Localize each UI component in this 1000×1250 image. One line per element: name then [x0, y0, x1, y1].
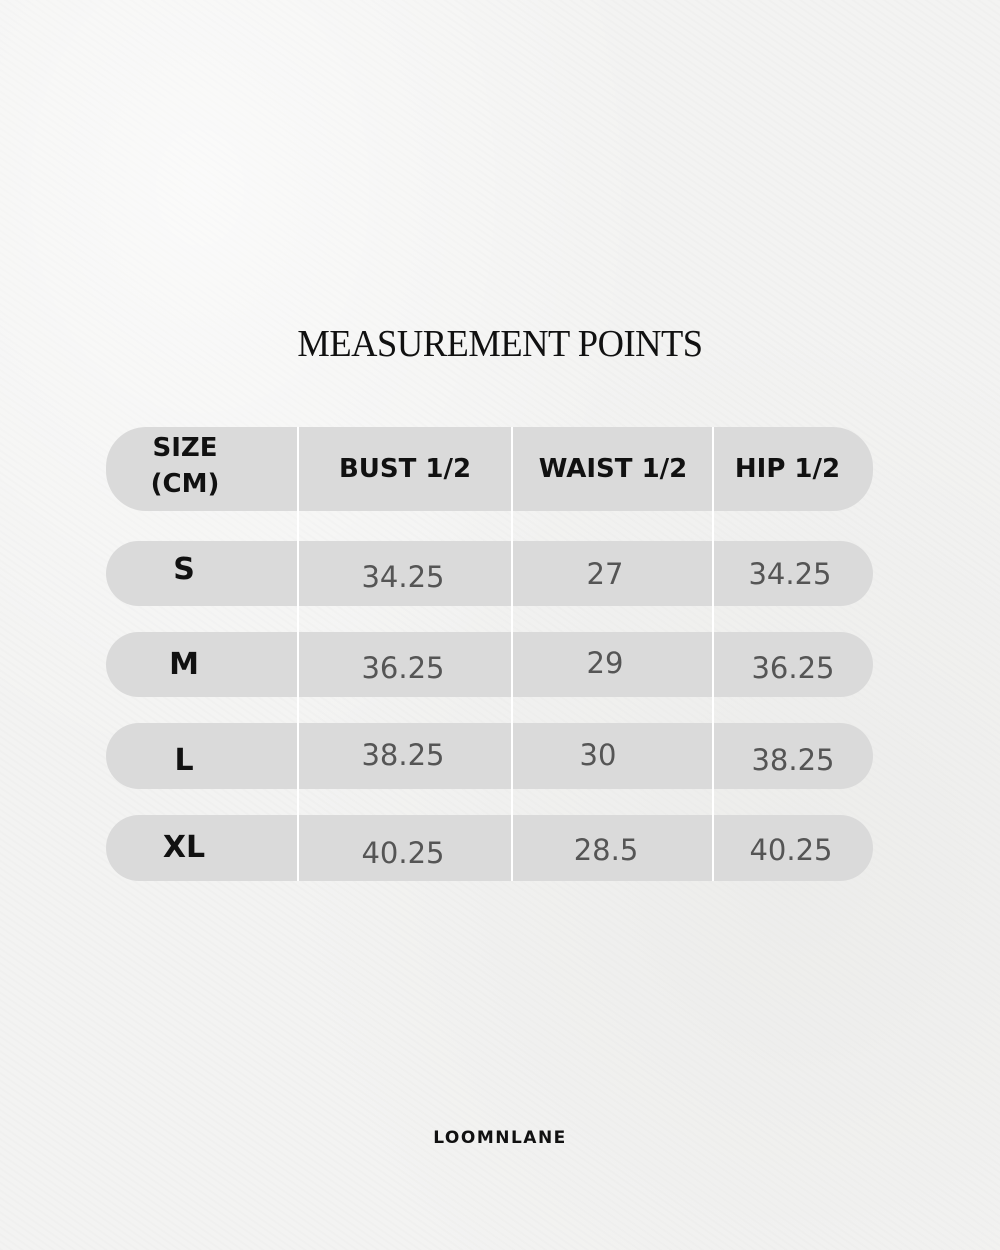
header-hip: HIP 1/2 [734, 454, 841, 484]
hip-value-l: 38.25 [751, 743, 835, 777]
size-label-s: S [173, 552, 195, 587]
waist-value-m: 29 [586, 646, 624, 680]
waist-value-xl: 28.5 [573, 833, 639, 867]
bust-value-s: 34.25 [361, 560, 445, 594]
size-label-m: M [169, 647, 199, 682]
bust-value-xl: 40.25 [361, 836, 445, 870]
brand-name: LOOMNLANE [433, 1128, 567, 1148]
header-size-unit: (CM) [150, 469, 220, 499]
size-label-l: L [174, 743, 194, 778]
header-size [106, 430, 264, 502]
waist-value-s: 27 [586, 557, 624, 591]
header-bust: BUST 1/2 [338, 454, 472, 484]
page-title: MEASUREMENT POINTS [297, 323, 703, 365]
hip-value-m: 36.25 [751, 651, 835, 685]
header-size-label: SIZE [152, 433, 218, 463]
hip-value-s: 34.25 [748, 557, 832, 591]
size-label-xl: XL [162, 830, 206, 865]
column-divider [297, 427, 299, 881]
bust-value-m: 36.25 [361, 651, 445, 685]
column-divider [712, 427, 714, 881]
waist-value-l: 30 [579, 738, 617, 772]
bust-value-l: 38.25 [361, 738, 445, 772]
column-divider [511, 427, 513, 881]
hip-value-xl: 40.25 [749, 833, 833, 867]
header-waist: WAIST 1/2 [538, 454, 688, 484]
